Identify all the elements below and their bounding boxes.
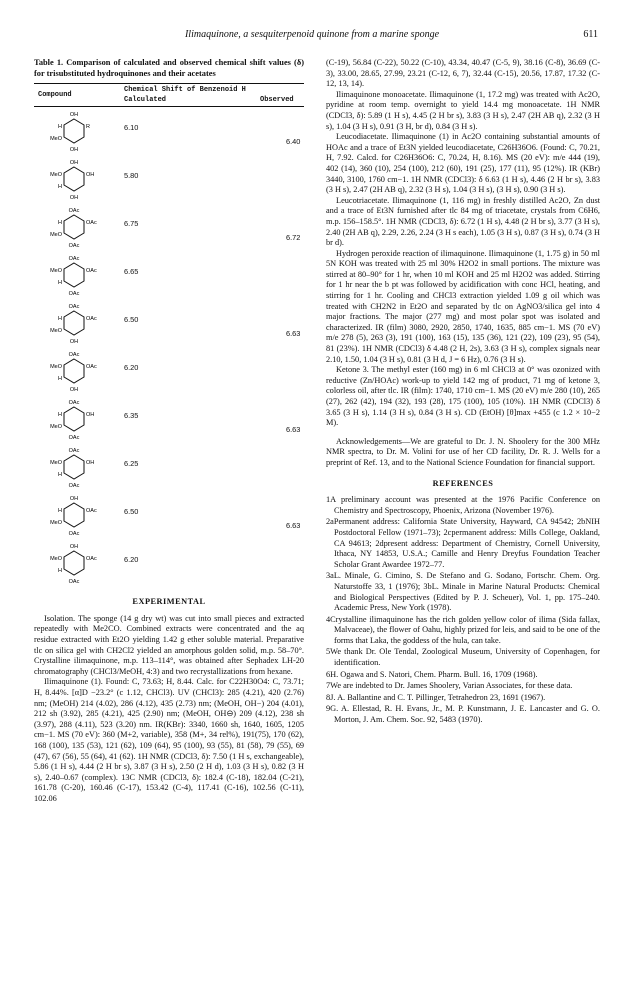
substituent-label-bottom: OAc: [68, 243, 80, 250]
substituent-label-lowleft: H: [58, 184, 62, 191]
col-observed: Observed: [260, 96, 294, 105]
diacetate-paragraph: Leucodiacetate. Ilimaquinone (1) in Ac2O containing substantial amounts of HOAc and a trace of Et3N yielded leucodiacetate, C26H36O6. (Found: C, 70.21, H, 7.92. Calcd. for C26H36O6: C, 70.24, H, 8.16). MS (20 eV): m/e 444 (19), 402 (14), 360 (10), 254 (100), 212 (60), 191 (25), 177 (11), 95 (12%). IR (KBr) 3440, 3100, 1760 cm−1. 1H NMR (CDCl3): δ 6.63 (1 H s), 4.46 (2 H br s), 3.83 (3 H s), 2.47 (2H AB q), 2.32 (3 H s), 1.04 (3 H s), (3 H s), 0.90 (3 H s).: [326, 132, 600, 195]
benzene-ring: [64, 119, 84, 143]
reference-item: 6H. Ogawa and S. Natori, Chem. Pharm. Bull. 16, 1709 (1968).: [326, 669, 538, 679]
page-number: 611: [583, 29, 598, 40]
right-column: [326, 58, 600, 727]
substituent-label-right: OAc: [86, 364, 97, 371]
benzene-ring: [64, 215, 84, 239]
continued-text: (C-19), 56.84 (C-22), 50.22 (C-10), 43.34, 40.47 (C-5, 9), 38.16 (C-8), 36.69 (C-3), 33.00, 28.65, 27.99, 23.21 (C-12, 6, 7), 32.44 (C-15), 20.56, 17.87, 17.32 (C-12, 13, 14).: [326, 58, 600, 89]
observed-shift: 6.63: [286, 425, 301, 435]
benzene-ring: [64, 551, 84, 575]
isolation-paragraph: Isolation. The sponge (14 g dry wt) was cut into small pieces and extracted repeatedly with Me2CO. Combined extracts were concentrated and the aq residue extracted with Et2O yielding 1.42 g ether soluble material. Preparative tlc on silica gel with CH2Cl2 yielded an amorphous golden solid, m.p. 58–70°. Crystalline ilimaquinone, m.p. 113–114°, was obtained after Sephadex LH-20 chromatography (CHCl3/MeOH, 4:3) and two recrystallizations from hexane.: [34, 613, 304, 676]
substituent-label-bottom: OAc: [68, 579, 80, 586]
substituent-label-lowleft: MeO: [50, 328, 62, 335]
reference-item: 5We thank Dr. Ole Tendal, Zoological Museum, University of Copenhagen, for identification.: [326, 647, 600, 668]
substituent-label-right: OAc: [86, 268, 97, 275]
table-body: [34, 107, 304, 587]
experimental-heading: EXPERIMENTAL: [132, 597, 206, 607]
acknowledgements: Acknowledgements—We are grateful to Dr. J. N. Shoolery for the 300 MHz NMR spectra, to Dr. M. Volini for use of her CD facility, Dr. R. J. Wells for a preprint of Ref. 13, and to the National Science Foundation for financial support.: [326, 436, 600, 467]
calculated-shift: 6.50: [124, 507, 139, 517]
substituent-label-lowleft: H: [58, 472, 62, 479]
hydroquinone-structure: [44, 349, 104, 393]
substituent-label-top: OAc: [68, 448, 80, 455]
table-row: [34, 395, 304, 443]
calculated-shift: 6.20: [124, 555, 139, 565]
page-header: [0, 29, 624, 43]
substituent-label-bottom: OH: [69, 339, 79, 346]
substituent-label-top: OH: [69, 160, 79, 167]
benzene-ring: [64, 455, 84, 479]
ketone-paragraph: Ketone 3. The methyl ester (160 mg) in 6 ml CHCl3 at 0° was ozonized with reductive (Zn/HOAc) work-up to yield 142 mg of product, 71 mg of ketone 3, colorless oil, after tlc. IR (film): 1740, 1710 cm−1. MS (20 eV) m/e 280 (10), 265 (27), 262 (42), 194 (32), 193 (28), 175 (100), 105 (10%). 1H NMR (CDCl3) δ 3.65 (3 H s), 1.14 (3 H s), 0.84 (3 H s). CD (EtOH) [θ]max +455 (c 1.2 × 10−2 M).: [326, 365, 600, 428]
benzene-ring: [64, 263, 84, 287]
observed-shift: 6.63: [286, 521, 301, 531]
col-calculated: Calculated: [124, 96, 167, 105]
substituent-label-lowleft: MeO: [50, 520, 62, 527]
reference-item: 7We are indebted to Dr. James Shoolery, Varian Associates, for these data.: [326, 681, 573, 691]
hydroquinone-structure: [44, 493, 104, 537]
substituent-label-left: H: [58, 220, 62, 227]
col-compound: Compound: [38, 91, 72, 100]
substituent-label-right: OH: [86, 172, 95, 179]
reference-item: 4Crystalline ilimaquinone has the rich golden yellow color of ilima (Sida fallax, Malvaceae), the flower of Oahu, highly prized for leis, and said to be one of the forms that Laka, the goddess of the hula, can take.: [326, 614, 600, 645]
calculated-shift: 5.80: [124, 171, 139, 181]
substituent-label-bottom: OH: [69, 147, 79, 154]
table-caption: Table 1. Comparison of calculated and observed chemical shift values (δ) for trisubstituted hydroquinones and their acetates: [34, 58, 304, 78]
hydroquinone-structure: [44, 253, 104, 297]
substituent-label-top: OAc: [68, 256, 80, 263]
calculated-shift: 6.75: [124, 219, 139, 229]
substituent-label-top: OAc: [68, 208, 80, 215]
substituent-label-right: OAc: [86, 556, 97, 563]
substituent-label-lowleft: MeO: [50, 424, 62, 431]
calculated-shift: 6.50: [124, 315, 139, 325]
peroxide-paragraph: Hydrogen peroxide reaction of ilimaquinone. Ilimaquinone (1, 1.75 g) in 50 ml 5N KOH was treated with 25 ml 30% H2O2 in small portions. The mixture was stirred at 80–90° for 1 hr, when 10 ml KOH and 25 ml H2O2 was added. Stirring for 1 hr near the b pt was followed by acidification with conc HCl, heating, and stirring for 1 hr. Cooling and CHCl3 extraction yielded 1.09 g oil which was treated with CH2N2 in Et2O and separated by tlc on AgNO3/silica gel into 4 major fractions. The major (277 mg) and most polar spot was isolated and characterized. IR (film) 3080, 2920, 2850, 1740, 1635, 885 cm−1. MS (70 eV) m/e 278 (5), 263 (3), 191 (100), 163 (15), 135 (36), 121 (22), 109 (23), 95 (54), 81 (23%). 1H NMR (CDCl3) δ 4.48 (2 H, 2s), 3.63 (3 H s), complex signals near 2.10, 1.50, 1.04 (3 H s), 0.81 (3 H d, J = 6 Hz), 0.76 (3 H s).: [326, 248, 600, 364]
substituent-label-left: H: [58, 124, 62, 131]
substituent-label-right: OAc: [86, 220, 97, 227]
benzene-ring: [64, 503, 84, 527]
substituent-label-left: H: [58, 412, 62, 419]
table-row: [34, 203, 304, 251]
left-column: [34, 58, 304, 804]
substituent-label-left: MeO: [50, 172, 62, 179]
substituent-label-bottom: OH: [69, 387, 79, 394]
observed-shift: 6.63: [286, 329, 301, 339]
table-row: [34, 251, 304, 299]
substituent-label-right: OAc: [86, 316, 97, 323]
table-header: [34, 83, 304, 107]
substituent-label-right: OH: [86, 460, 95, 467]
substituent-label-top: OAc: [68, 400, 80, 407]
substituent-label-left: MeO: [50, 460, 62, 467]
substituent-label-top: OAc: [68, 304, 80, 311]
substituent-label-lowleft: H: [58, 568, 62, 575]
substituent-label-top: OH: [69, 496, 79, 503]
reference-item: 2aPermanent address: California State University, Hayward, CA 94542; 2bNIH Postdoctoral Fellow (1971–73); 2cpermanent address: Mills College, Oakland, CA 94613; 2dpresent address: Department of Chemistry, Cornell University, Ithaca, NY 14853, U.S.A.; Camille and Henry Dreyfus Foundation Teacher Scholar Grant Awardee 1972–77.: [326, 517, 600, 569]
running-title: Ilimaquinone, a sesquiterpenoid quinone from a marine sponge: [184, 29, 440, 40]
reference-item: 3aL. Minale, G. Cimino, S. De Stefano and G. Sodano, Fortschr. Chem. Org. Naturstoffe 33, 1 (1976); 3bL. Minale in Marine Natural Products: Chemical and Biological Perspectives (Edited by P. J. Scheuer), Vol. 1, pp. 175–240. Academic Press, New York (1978).: [326, 571, 600, 613]
substituent-label-bottom: OAc: [68, 435, 80, 442]
calculated-shift: 6.35: [124, 411, 139, 421]
substituent-label-top: OH: [69, 544, 79, 551]
calculated-shift: 6.25: [124, 459, 139, 469]
substituent-label-left: MeO: [50, 556, 62, 563]
references-heading: REFERENCES: [432, 478, 494, 488]
hydroquinone-structure: [44, 301, 104, 345]
reference-item: 9G. A. Ellestad, R. H. Evans, Jr., M. P. Kunstmann, J. E. Lancaster and G. O. Morton, J. Am. Chem. Soc. 92, 5483 (1970).: [326, 704, 600, 725]
substituent-label-left: H: [58, 508, 62, 515]
substituent-label-lowleft: H: [58, 280, 62, 287]
substituent-label-lowleft: MeO: [50, 136, 62, 143]
benzene-ring: [64, 167, 84, 191]
hydroquinone-structure: [44, 205, 104, 249]
calculated-shift: 6.20: [124, 363, 139, 373]
substituent-label-bottom: OAc: [68, 291, 80, 298]
substituent-label-bottom: OAc: [68, 483, 80, 490]
col-chemical-shift: Chemical Shift of Benzenoid H: [124, 86, 246, 95]
calculated-shift: 6.10: [124, 123, 139, 133]
benzene-ring: [64, 407, 84, 431]
substituent-label-right: OAc: [86, 508, 97, 515]
benzene-ring: [64, 311, 84, 335]
hydroquinone-structure: [44, 541, 104, 585]
table-row: [34, 347, 304, 395]
hydroquinone-structure: [44, 397, 104, 441]
triacetate-paragraph: Leucotriacetate. Ilimaquinone (1, 116 mg) in freshly distilled Ac2O, Zn dust and a trace of Et3N furnished after tlc 84 mg of triacetate, crystals from C6H6, m.p. 156–158.5°. 1H NMR (CDCl3, δ): 6.72 (1 H s), 4.48 (2 H br s), 3.77 (3 H s), 2.40 (2H AB q), 2.29, 2.26, 2.24 (3 H s each), 1.05 (3 H s), 0.87 (3 H s), 0.74 (3 H br d).: [326, 195, 600, 248]
table-row: [34, 299, 304, 347]
calculated-shift: 6.65: [124, 267, 139, 277]
hydroquinone-structure: [44, 157, 104, 201]
reference-item: 1A preliminary account was presented at the 1976 Pacific Conference on Chemistry and Spectroscopy, Phoenix, Arizona (November 1976).: [326, 495, 600, 515]
hydroquinone-structure: [44, 445, 104, 489]
table-row: [34, 491, 304, 539]
observed-shift: 6.40: [286, 137, 301, 147]
table-row: [34, 539, 304, 587]
references-list: [326, 495, 600, 725]
benzene-ring: [64, 359, 84, 383]
monoacetate-paragraph: Ilimaquinone monoacetate. Ilimaquinone (1, 17.2 mg) was treated with Ac2O, pyridine at room temp. overnight to yield 14.4 mg monoacetate. 1H NMR (CDCl3, δ): 5.89 (1 H s), 4.45 (2 H br s), 3.83 (3 H s), 2.47 (2H AB q), 2.32 (3 H s), 1.04 (3 H s), 0.91 (3 H, br d), 0.84 (3 H s).: [326, 89, 600, 131]
substituent-label-top: OAc: [68, 352, 80, 359]
table-row: [34, 443, 304, 491]
substituent-label-lowleft: MeO: [50, 232, 62, 239]
ilimaquinone-paragraph: Ilimaquinone (1). Found: C, 73.63; H, 8.44. Calc. for C22H30O4: C, 73.71; H, 8.44%. [α]D −23.2° (c 1.12, CHCl3). UV (CHCl3): 285 (4.21), 420 (2.76) nm; (MeOH) 214 (4.02), 286 (4.12), 435 (2.73) nm; (MeOH, OH−) 204 (4.01), 212 sh (3.92), 285 (4.21), 425 (2.90) nm; (MeOH, OH⊖) 209 (4.12), 238 sh (3.97), 288 (4.11), 523 (3.20) nm. IR(KBr): 3340, 1660 sh, 1640, 1605, 1205 cm−1. MS (70 eV): 360 (M+2, variable), 358 (M+, 34 rel%), 191(75), 170 (62), 168 (100), 135 (53), 121 (62), 109 (64), 95 (100), 93 (55), 81 (58), 79 (55), 69 (47), 67 (56), 55 (64), 41 (62). 1H NMR (CDCl3, δ): 7.50 (1 H s, exchangeable), 5.86 (1 H s), 4.44 (2 H br s), 3.87 (3 H s), 2.50 (2 H d), 1.03 (3 H s), 0.82 (3 H s), 2.40–0.67 (complex). 13C NMR (CDCl3, δ): 182.4 (C-18), 182.04 (C-21), 161.78 (C-20), 160.46 (C-17), 153.42 (C-4), 117.41 (C-16), 102.56 (C-11), 102.06: [34, 677, 304, 803]
substituent-label-left: MeO: [50, 268, 62, 275]
substituent-label-left: MeO: [50, 364, 62, 371]
hydroquinone-structure: [44, 109, 104, 153]
substituent-label-bottom: OAc: [68, 531, 80, 538]
table-row: [34, 107, 304, 155]
table-row: [34, 155, 304, 203]
substituent-label-top: OH: [69, 112, 79, 119]
substituent-label-left: H: [58, 316, 62, 323]
substituent-label-right: OH: [86, 412, 95, 419]
reference-item: 8J. A. Ballantine and C. T. Pillinger, Tetrahedron 23, 1691 (1967).: [326, 692, 546, 702]
observed-shift: 6.72: [286, 233, 301, 243]
substituent-label-lowleft: H: [58, 376, 62, 383]
substituent-label-right: R: [86, 124, 90, 131]
substituent-label-bottom: OH: [69, 195, 79, 202]
